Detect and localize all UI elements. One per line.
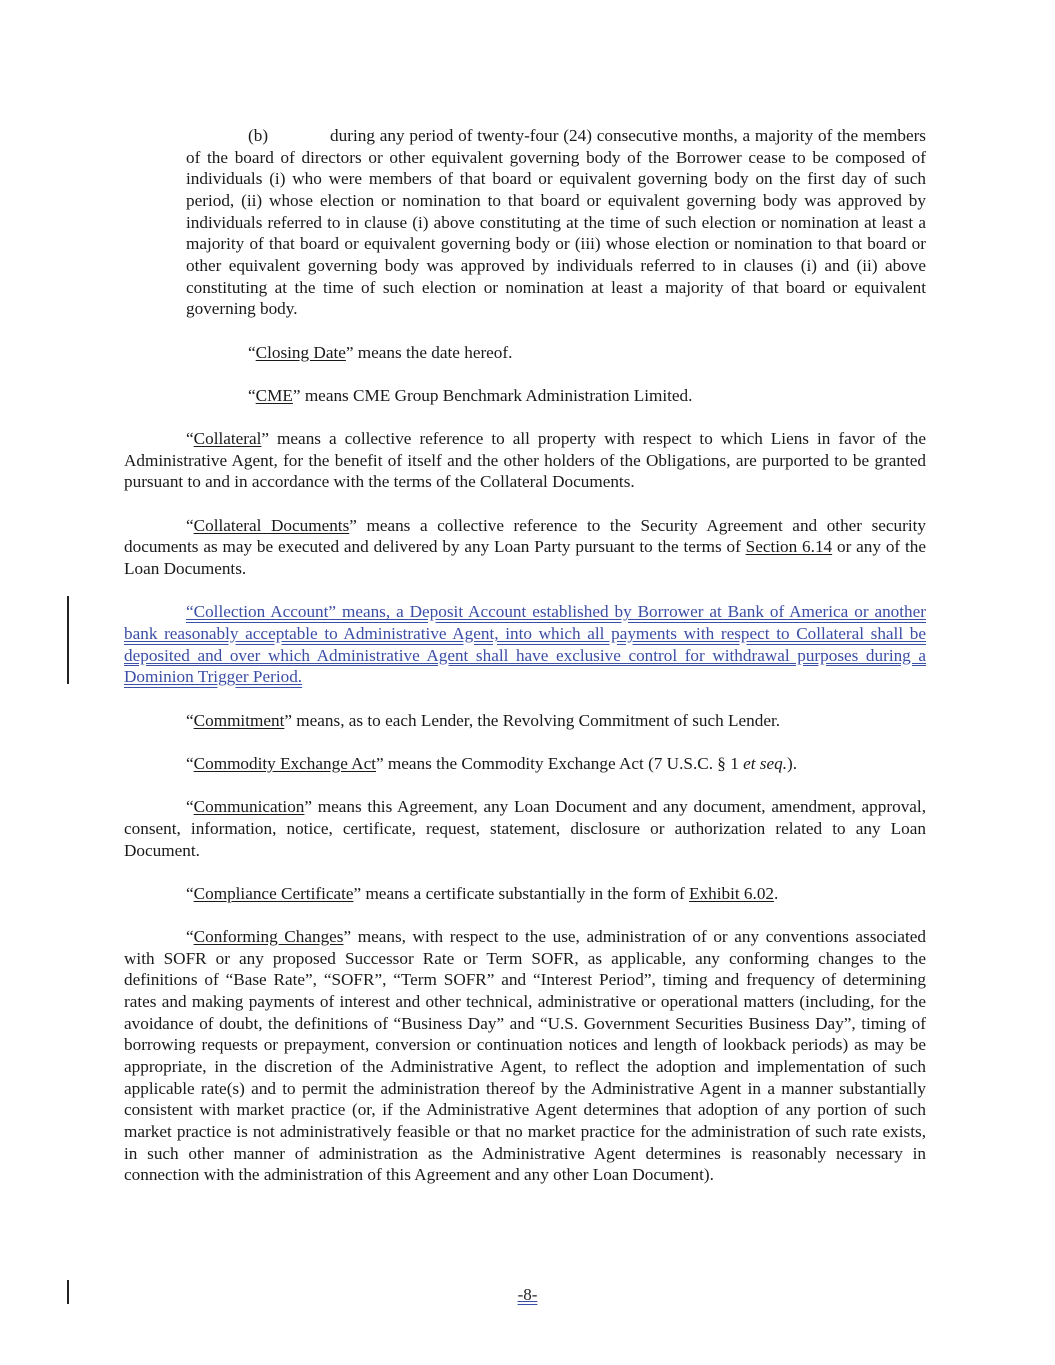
clause-b: (b) during any period of twenty-four (24) consecutive months, a majority of the members of the board of directors or other equivalent governing body of the Borrower cease to be composed of individuals (i) who were members of that board or equivalent governing body on the first day of such period, (ii) whose election or nomination to that board or equivalent governing body was approved by individuals referred to in clause (i) above constituting at the time of such election or nomination at least a majority of that board or equivalent governing body or (iii) whose election or nomination to that board or other equivalent governing body was approved by individuals referred to in clauses (i) and (ii) above constituting at the time of such election or nomination at least a majority of that board or equivalent governing body. bbox=[186, 126, 926, 319]
definition-compliance-certificate: “Compliance Certificate” means a certificate substantially in the form of Exhibit 6.02. bbox=[186, 883, 779, 903]
defined-term: Collateral bbox=[193, 429, 262, 449]
defined-term: Conforming Changes bbox=[193, 927, 344, 947]
defined-term: Collateral Documents bbox=[193, 515, 350, 535]
definition-conforming-changes: “Conforming Changes” means, with respect to the use, administration of or any conventions associated with SOFR or any proposed Successor Rate or Term SOFR, as applicable, any conforming changes to the definitions of “Base Rate”, “SOFR”, “Term SOFR” and “Interest Period”, timing and frequency of determining rates and making payments of interest and other technical, administrative or operational matters (including, for the avoidance of doubt, the definitions of “Business Day” and “U.S. Government Securities Business Day”, timing of borrowing requests or prepayment, conversion or continuation notices and length of lookback periods) as may be appropriate, in the discretion of the Administrative Agent, to reflect the adoption and implementation of such applicable rate(s) and to permit the administration thereof by the Administrative Agent in a manner substantially consistent with market practice (or, if the Administrative Agent determines that adoption of any portion of such market practice is not administratively feasible or that no market practice for the administration of such rate exists, in such other manner of administration as the Administrative Agent determines is reasonably necessary in connection with the administration of this Agreement and any other Loan Document). bbox=[124, 927, 927, 1185]
defined-term: Closing Date bbox=[255, 342, 346, 362]
defined-term: CME bbox=[255, 385, 293, 405]
exhibit-reference: Exhibit 6.02 bbox=[689, 883, 775, 903]
definition-closing-date: “Closing Date” means the date hereof. bbox=[248, 342, 513, 362]
definition-commitment: “Commitment” means, as to each Lender, the Revolving Commitment of such Lender. bbox=[186, 710, 781, 730]
defined-term: Commodity Exchange Act bbox=[193, 753, 376, 773]
clause-label: (b) bbox=[248, 126, 269, 145]
defined-term: Communication bbox=[193, 797, 305, 817]
definition-commodity-exchange-act: “Commodity Exchange Act” means the Commodity Exchange Act (7 U.S.C. § 1 et seq.). bbox=[186, 753, 798, 773]
definition-cme: “CME” means CME Group Benchmark Administration Limited. bbox=[248, 385, 693, 405]
definition-collateral: “Collateral” means a collective reference to all property with respect to which Liens in favor of the Administrative Agent, for the benefit of itself and the other holders of the Obligations, are purported to be granted pursuant to and in accordance with the terms of the Collateral Documents. bbox=[124, 429, 926, 492]
definition-collateral-documents: “Collateral Documents” means a collective reference to the Security Agreement and other security documents as may be executed and delivered by any Loan Party pursuant to the terms of Section 6.14 or any of the Loan Documents. bbox=[124, 515, 926, 579]
definition-communication: “Communication” means this Agreement, any Loan Document and any document, amendment, approval, consent, information, notice, certificate, request, statement, disclosure or authorization related to any Loan Document. bbox=[124, 797, 926, 860]
document-page bbox=[124, 125, 926, 1208]
defined-term: Compliance Certificate bbox=[193, 883, 354, 903]
change-bar bbox=[67, 596, 69, 684]
section-reference: Section 6.14 bbox=[745, 537, 833, 557]
definition-collection-account-insertion: “Collection Account” means, a Deposit Account established by Borrower at Bank of America or another bank reasonably acceptable to Administrative Agent, into which all payments with respect to Collateral shall be deposited and over which Administrative Agent shall have exclusive control for withdrawal purposes during a Dominion Trigger Period. bbox=[124, 602, 926, 687]
page-number: -8- bbox=[517, 1285, 538, 1304]
defined-term: Commitment bbox=[193, 710, 285, 730]
